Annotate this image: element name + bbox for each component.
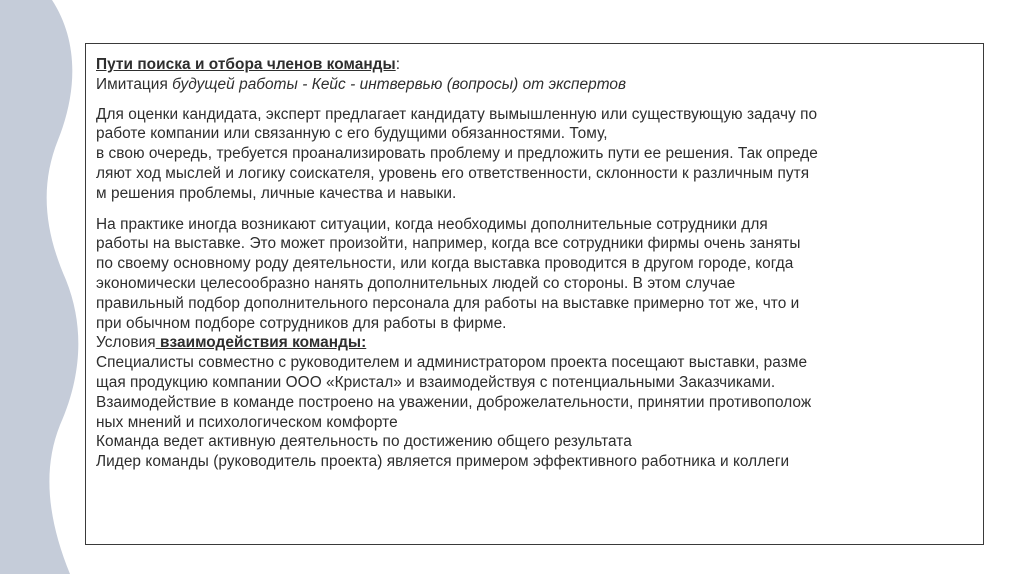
text-line: Специалисты совместно с руководителем и администратором проекта посещают выставки, разме xyxy=(96,354,808,372)
text-line: при обычном подборе сотрудников для работы в фирме. xyxy=(96,314,507,332)
slide-heading: Пути поиска и отбора членов команды xyxy=(96,56,396,73)
wave-shape xyxy=(0,0,78,574)
paragraph-candidate-assessment xyxy=(96,105,975,204)
decorative-wave-band xyxy=(0,0,80,574)
heading-line xyxy=(96,55,975,75)
text-line: правильный подбор дополнительного персонала для работы на выставке примерно тот же, что и xyxy=(96,294,800,312)
text-line: работы на выставке. Это может произойти, например, когда все сотрудники фирмы очень заняты xyxy=(96,235,801,253)
subtitle-italic: будущей работы - Кейс - интвервью (вопросы) от экспертов xyxy=(172,75,627,93)
text-line: щая продукцию компании ООО «Кристал» и взаимодействуя с потенциальными Заказчиками. xyxy=(96,373,776,391)
text-line: в свою очередь, требуется проанализировать проблему и предложить пути ее решения. Так опреде xyxy=(96,145,818,163)
paragraph-team-interaction xyxy=(96,353,975,472)
text-line: Команда ведет активную деятельность по достижению общего результата xyxy=(96,433,632,451)
conditions-heading xyxy=(96,333,975,353)
text-line: работе компании или связанную с его будущими обязанностями. Тому, xyxy=(96,125,608,143)
conditions-prefix: Условия xyxy=(96,334,156,352)
text-line: Для оценки кандидата, эксперт предлагает кандидату вымышленную или существующую задачу по xyxy=(96,105,818,123)
subtitle-prefix: Имитация xyxy=(96,75,173,93)
text-line: На практике иногда возникают ситуации, когда необходимы дополнительные сотрудники для xyxy=(96,215,768,233)
heading-colon: : xyxy=(395,56,401,73)
text-line: ляют ход мыслей и логику соискателя, уровень его ответственности, склонности к различным путя xyxy=(96,164,810,182)
text-line: Взаимодействие в команде построено на уважении, доброжелательности, принятии противополож xyxy=(96,393,812,411)
text-line: по своему основному роду деятельности, или когда выставка проводится в другом городе, когда xyxy=(96,255,794,273)
subtitle-line xyxy=(96,75,975,95)
text-line: Лидер команды (руководитель проекта) является примером эффективного работника и коллеги xyxy=(96,453,790,471)
conditions-bold: взаимодействия команды: xyxy=(155,334,367,352)
paragraph-exhibition-staff xyxy=(96,215,975,334)
text-line: экономически целесообразно нанять дополнительных людей со стороны. В этом случае xyxy=(96,274,736,292)
text-line: ных мнений и психологическом комфорте xyxy=(96,413,398,431)
content-box xyxy=(85,43,984,545)
text-line: м решения проблемы, личные качества и навыки. xyxy=(96,184,457,202)
